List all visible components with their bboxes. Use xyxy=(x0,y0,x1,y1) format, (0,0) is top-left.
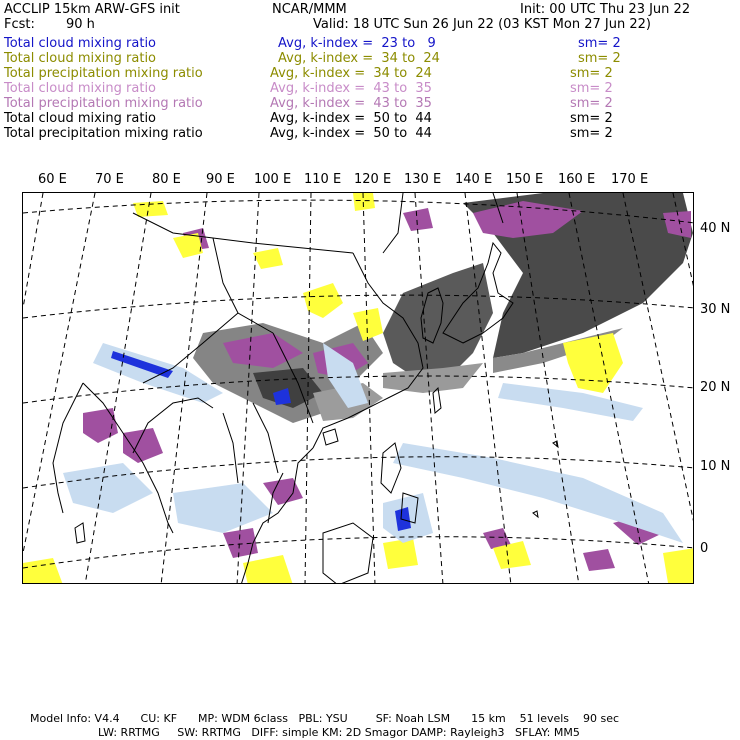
legend-sm: sm= 2 xyxy=(570,81,613,96)
legend-sm: sm= 2 xyxy=(570,66,613,81)
cloud-map xyxy=(22,192,694,584)
org-label: NCAR/MMM xyxy=(272,2,347,17)
legend-field: Total cloud mixing ratio xyxy=(4,111,157,126)
init-time: Init: 00 UTC Thu 23 Jun 22 xyxy=(520,2,691,17)
run-title: ACCLIP 15km ARW-GFS init xyxy=(4,2,180,17)
legend-field: Total cloud mixing ratio xyxy=(4,36,157,51)
legend-avg: Avg, k-index = 23 to 9 xyxy=(278,36,436,51)
legend-avg: Avg, k-index = 43 to 35 xyxy=(270,81,432,96)
legend-field: Total cloud mixing ratio xyxy=(4,51,157,66)
lon-label: 140 E xyxy=(455,172,493,187)
legend-avg: Avg, k-index = 43 to 35 xyxy=(270,96,432,111)
lat-label: 20 N xyxy=(700,380,731,395)
legend-avg: Avg, k-index = 50 to 44 xyxy=(270,111,432,126)
lat-label: 10 N xyxy=(700,459,731,474)
lon-label: 150 E xyxy=(506,172,544,187)
legend-sm: sm= 2 xyxy=(578,36,621,51)
legend-avg: Avg, k-index = 50 to 44 xyxy=(270,126,432,141)
legend-field: Total precipitation mixing ratio xyxy=(4,126,203,141)
legend-sm: sm= 2 xyxy=(570,111,613,126)
lat-label: 30 N xyxy=(700,302,731,317)
legend-sm: sm= 2 xyxy=(570,96,613,111)
forecast-label: Fcst: xyxy=(4,17,35,32)
lon-label: 70 E xyxy=(95,172,124,187)
legend-field: Total precipitation mixing ratio xyxy=(4,96,203,111)
forecast-hour: 90 h xyxy=(66,17,95,32)
legend-field: Total cloud mixing ratio xyxy=(4,81,157,96)
legend-avg: Avg, k-index = 34 to 24 xyxy=(270,66,432,81)
lon-label: 120 E xyxy=(354,172,392,187)
lon-label: 100 E xyxy=(254,172,292,187)
lon-label: 170 E xyxy=(611,172,649,187)
legend-sm: sm= 2 xyxy=(578,51,621,66)
model-info-line2: LW: RRTMG SW: RRTMG DIFF: simple KM: 2D Smagor DAMP: Rayleigh3 SFLAY: MM5 xyxy=(98,726,580,739)
valid-time: Valid: 18 UTC Sun 26 Jun 22 (03 KST Mon 27 Jun 22) xyxy=(313,17,651,32)
lon-label: 110 E xyxy=(304,172,342,187)
lon-label: 130 E xyxy=(404,172,442,187)
lon-label: 60 E xyxy=(38,172,67,187)
lat-label: 0 xyxy=(700,541,709,556)
lon-label: 160 E xyxy=(558,172,596,187)
legend-avg: Avg, k-index = 34 to 24 xyxy=(278,51,440,66)
lon-label: 90 E xyxy=(206,172,235,187)
lat-label: 40 N xyxy=(700,221,731,236)
legend-field: Total precipitation mixing ratio xyxy=(4,66,203,81)
lon-label: 80 E xyxy=(152,172,181,187)
legend-sm: sm= 2 xyxy=(570,126,613,141)
model-info-line1: Model Info: V4.4 CU: KF MP: WDM 6class PBL: YSU SF: Noah LSM 15 km 51 levels 90 sec xyxy=(30,712,620,725)
